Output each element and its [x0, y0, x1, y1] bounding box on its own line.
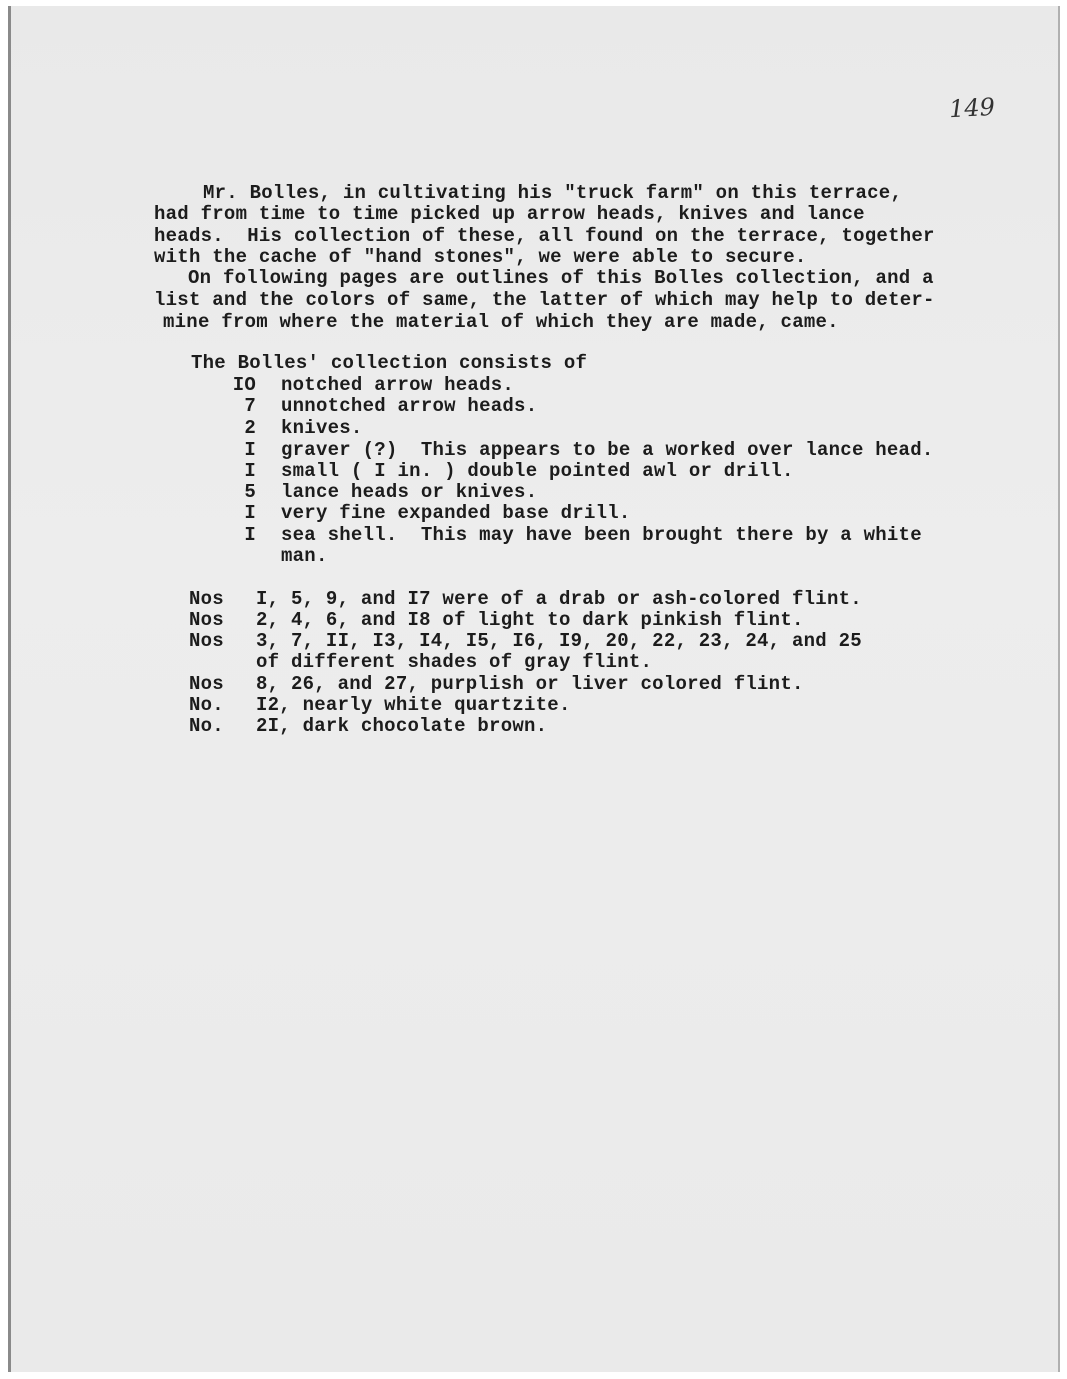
item-text: graver (?) This appears to be a worked over lance head.	[281, 439, 934, 461]
color-prefix: Nos	[189, 673, 224, 695]
intro-line-1: Mr. Bolles, in cultivating his "truck farm" on this terrace,	[203, 182, 903, 204]
color-prefix: No.	[189, 715, 224, 737]
color-prefix: Nos	[189, 630, 224, 652]
document-page	[8, 6, 1060, 1372]
intro-line-4: with the cache of "hand stones", we were able to secure.	[154, 246, 807, 268]
color-text: 2I, dark chocolate brown.	[256, 715, 548, 737]
color-text: of different shades of gray flint.	[256, 651, 653, 673]
item-count: IO	[232, 374, 256, 396]
item-count: 5	[244, 481, 256, 503]
intro-line-6: list and the colors of same, the latter of which may help to deter-	[154, 289, 935, 311]
item-text: man.	[281, 545, 328, 567]
item-count: 2	[244, 417, 256, 439]
item-count: I	[244, 439, 256, 461]
item-count: I	[244, 460, 256, 482]
color-text: 3, 7, II, I3, I4, I5, I6, I9, 20, 22, 23, 24, and 25	[256, 630, 862, 652]
page-number: 149	[948, 92, 996, 124]
item-text: knives.	[281, 417, 363, 439]
item-count: 7	[244, 395, 256, 417]
item-count: I	[244, 502, 256, 524]
item-text: small ( I in. ) double pointed awl or drill.	[281, 460, 794, 482]
collection-heading: The Bolles' collection consists of	[191, 352, 588, 374]
color-text: 2, 4, 6, and I8 of light to dark pinkish flint.	[256, 609, 804, 631]
intro-line-3: heads. His collection of these, all found on the terrace, together	[154, 225, 935, 247]
item-text: notched arrow heads.	[281, 374, 515, 396]
color-prefix: Nos	[189, 588, 224, 610]
item-text: unnotched arrow heads.	[281, 395, 538, 417]
color-prefix: No.	[189, 694, 224, 716]
item-text: very fine expanded base drill.	[281, 502, 631, 524]
color-prefix: Nos	[189, 609, 224, 631]
color-text: I, 5, 9, and I7 were of a drab or ash-colored flint.	[256, 588, 862, 610]
color-text: 8, 26, and 27, purplish or liver colored flint.	[256, 673, 804, 695]
item-text: sea shell. This may have been brought there by a white	[281, 524, 922, 546]
intro-line-7: mine from where the material of which they are made, came.	[163, 311, 839, 333]
intro-line-5: On following pages are outlines of this Bolles collection, and a	[188, 267, 934, 289]
item-text: lance heads or knives.	[281, 481, 538, 503]
intro-line-2: had from time to time picked up arrow heads, knives and lance	[154, 203, 865, 225]
color-text: I2, nearly white quartzite.	[256, 694, 571, 716]
item-count: I	[244, 524, 256, 546]
